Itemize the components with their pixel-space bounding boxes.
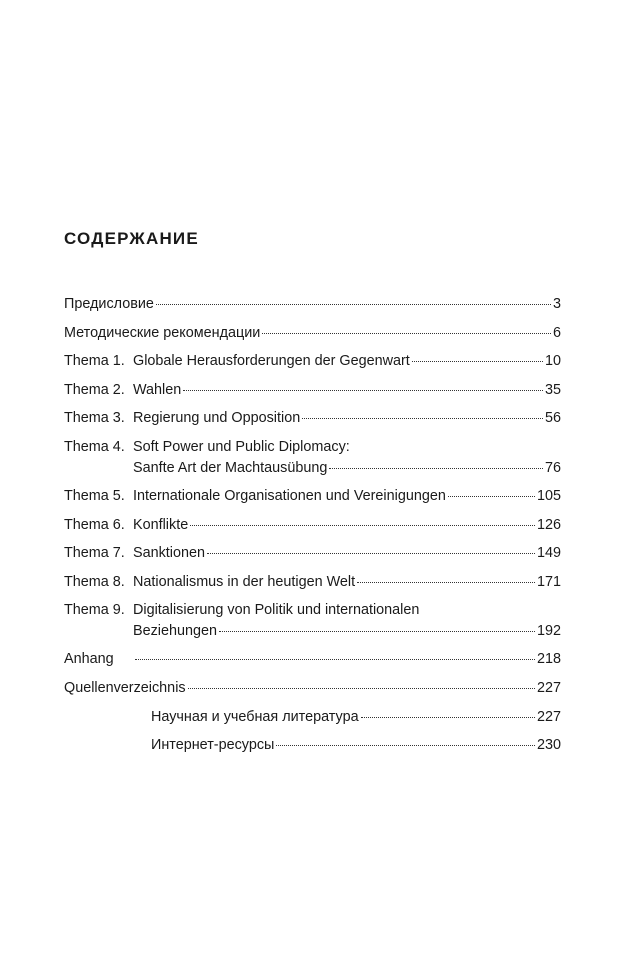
toc-entry-thema-1[interactable]	[64, 351, 561, 380]
dot-leader	[262, 333, 551, 334]
toc-entry-title: Научная и учебная литература	[151, 708, 359, 725]
toc-entry-number: Thema 6.	[64, 516, 125, 533]
toc-entry-thema-2[interactable]	[64, 380, 561, 409]
dot-leader	[135, 659, 535, 660]
toc-entry-number: Thema 5.	[64, 487, 125, 504]
toc-entry-thema-4[interactable]	[64, 437, 561, 486]
toc-entry-page: 230	[536, 737, 561, 754]
toc-entry-number: Thema 9.	[64, 602, 125, 619]
dot-leader	[412, 361, 543, 362]
toc-entry-metod[interactable]	[64, 323, 561, 352]
toc-subentry-literatura[interactable]	[64, 707, 561, 736]
toc-entry-page: 56	[544, 410, 561, 427]
toc-entry-predislovie[interactable]	[64, 294, 561, 323]
toc-entry-page: 105	[536, 487, 561, 504]
dot-leader	[190, 525, 535, 526]
toc-entry-page: 218	[536, 651, 561, 668]
toc-entry-thema-9[interactable]	[64, 600, 561, 649]
dot-leader	[276, 745, 535, 746]
toc-entry-title: Предисловие	[64, 296, 154, 312]
toc-entry-title: Интернет-ресурсы	[151, 737, 275, 754]
toc-entry-thema-7[interactable]	[64, 543, 561, 572]
toc-entry-title: Sanktionen	[133, 545, 206, 562]
dot-leader	[357, 582, 535, 583]
toc-entry-title: Nationalismus in der heutigen Welt	[133, 573, 356, 590]
dot-leader	[302, 418, 543, 419]
toc-entry-title: Anhang	[64, 651, 114, 668]
toc-entry-page: 35	[544, 381, 561, 398]
toc-entry-thema-8[interactable]	[64, 572, 561, 601]
toc-entry-title: Internationale Organisationen und Vereinigungen	[133, 487, 446, 504]
toc-entry-title: Методические рекомендации	[64, 324, 261, 341]
toc-heading: СОДЕРЖАНИЕ	[64, 229, 199, 248]
dot-leader	[188, 688, 535, 689]
toc-subentry-internet[interactable]	[64, 735, 561, 764]
toc-entry-title-line2: Sanfte Art der Machtausübung	[133, 459, 328, 476]
toc-entry-title-line1: Digitalisierung von Politik und internationalen	[133, 602, 420, 619]
table-of-contents	[64, 294, 561, 764]
toc-entry-title: Wahlen	[133, 381, 182, 398]
toc-entry-number: Thema 8.	[64, 573, 125, 590]
toc-entry-title: Quellenverzeichnis	[64, 679, 186, 696]
toc-entry-thema-6[interactable]	[64, 515, 561, 544]
toc-entry-page: 10	[544, 353, 561, 370]
dot-leader	[183, 390, 543, 391]
toc-entry-title: Regierung und Opposition	[133, 410, 301, 427]
dot-leader	[448, 496, 535, 497]
dot-leader	[207, 553, 535, 554]
toc-entry-page: 149	[536, 545, 561, 562]
toc-entry-page: 227	[536, 708, 561, 725]
toc-entry-title: Konflikte	[133, 516, 189, 533]
toc-entry-thema-3[interactable]	[64, 408, 561, 437]
toc-entry-anhang[interactable]	[64, 649, 561, 678]
toc-entry-thema-5[interactable]	[64, 486, 561, 515]
toc-entry-number: Thema 2.	[64, 381, 125, 398]
toc-entry-number: Thema 4.	[64, 438, 125, 455]
toc-entry-number: Thema 7.	[64, 545, 125, 562]
toc-entry-page: 227	[536, 679, 561, 696]
toc-entry-title-line1: Soft Power und Public Diplomacy:	[133, 438, 350, 455]
toc-entry-number: Thema 3.	[64, 410, 125, 427]
toc-entry-page: 6	[552, 324, 561, 341]
toc-entry-quellenverzeichnis[interactable]	[64, 678, 561, 707]
toc-entry-page: 3	[552, 296, 561, 312]
toc-entry-page: 76	[544, 459, 561, 476]
dot-leader	[219, 631, 535, 632]
toc-entry-page: 192	[536, 623, 561, 640]
toc-entry-number: Thema 1.	[64, 353, 125, 370]
toc-entry-page: 126	[536, 516, 561, 533]
toc-entry-title: Globale Herausforderungen der Gegenwart	[133, 353, 410, 370]
toc-entry-title-line2: Beziehungen	[133, 623, 218, 640]
dot-leader	[361, 717, 535, 718]
dot-leader	[156, 304, 551, 305]
toc-entry-page: 171	[536, 573, 561, 590]
dot-leader	[329, 468, 543, 469]
